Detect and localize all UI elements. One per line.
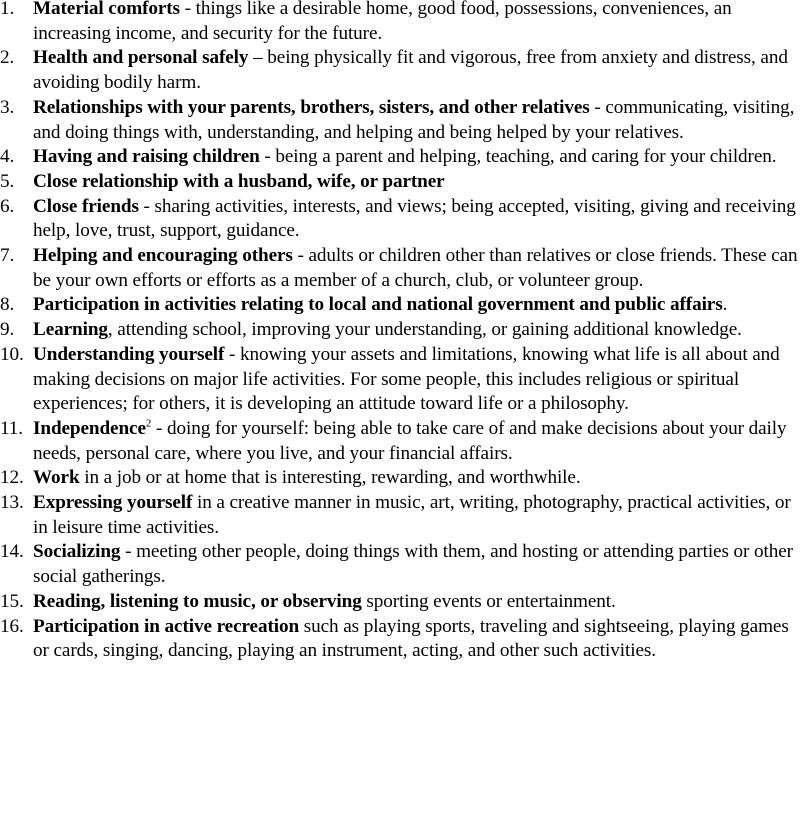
list-item (0, 0, 800, 46)
item-number: 7. (0, 245, 15, 267)
list-item (0, 318, 800, 343)
item-term: Helping and encouraging others (33, 245, 293, 267)
item-description: - sharing activities, interests, and views; being accepted, visiting, giving and receiving help, love, trust, support, guidance. (33, 195, 796, 242)
list-item (0, 244, 800, 293)
item-number: 9. (0, 319, 15, 341)
item-number: 2. (0, 47, 15, 69)
item-term: Independence (33, 417, 146, 439)
item-term: Close relationship with a husband, wife, or partner (33, 170, 445, 192)
item-description: - things like a desirable home, good food, possessions, conveniences, an increasing income, and security for the future. (33, 0, 732, 44)
item-description: - doing for yourself: being able to take care of and make decisions about your daily needs, personal care, where you live, and your financial affairs. (33, 417, 787, 464)
item-description: in a job or at home that is interesting, rewarding, and worthwhile. (79, 467, 581, 489)
item-term: Close friends (33, 195, 139, 217)
item-number: 15. (0, 590, 24, 612)
item-term: Having and raising children (33, 146, 260, 168)
item-number: 14. (0, 541, 24, 563)
item-number: 5. (0, 170, 15, 192)
item-number: 12. (0, 467, 24, 489)
list-item (0, 540, 800, 589)
item-description: - communicating, visiting, and doing things with, understanding, and helping and being helped by your relatives. (33, 96, 795, 143)
item-term: Health and personal safely (33, 47, 249, 69)
item-number: 4. (0, 146, 15, 168)
list-item (0, 417, 800, 466)
item-number: 11. (0, 417, 23, 439)
item-term: Participation in activities relating to local and national government and public affairs (33, 294, 723, 316)
list-item (0, 145, 800, 170)
list-item (0, 96, 800, 145)
list-item (0, 590, 800, 615)
item-number: 6. (0, 195, 15, 217)
item-term: Reading, listening to music, or observing (33, 590, 362, 612)
item-description: - knowing your assets and limitations, knowing what life is all about and making decisions on major life activities. For some people, this includes religious or spiritual experiences; for others, it is developing an attitude toward life or a philosophy. (33, 343, 780, 415)
list-item (0, 343, 800, 417)
item-term: Relationships with your parents, brothers, sisters, and other relatives (33, 96, 590, 118)
item-description: - being a parent and helping, teaching, and caring for your children. (259, 146, 777, 168)
item-description: in a creative manner in music, art, writing, photography, practical activities, or in leisure time activities. (33, 492, 791, 538)
list-item (0, 491, 800, 540)
list-item (0, 615, 800, 664)
item-description: . (722, 294, 728, 316)
item-term: Material comforts (33, 0, 180, 19)
list-item (0, 170, 800, 195)
item-number: 3. (0, 96, 15, 118)
item-term: Learning (33, 319, 108, 341)
item-term: Socializing (33, 541, 121, 563)
item-description: such as playing sports, traveling and sightseeing, playing games or cards, singing, dancing, playing an instrument, acting, and other such activities. (33, 615, 789, 662)
item-description: – being physically fit and vigorous, free from anxiety and distress, and avoiding bodily harm. (33, 47, 788, 94)
item-description: , attending school, improving your understanding, or gaining additional knowledge. (107, 319, 742, 341)
item-number: 1. (0, 0, 15, 19)
item-description: sporting events or entertainment. (361, 590, 616, 612)
list-item (0, 293, 800, 318)
list-item (0, 195, 800, 244)
item-description: - meeting other people, doing things with them, and hosting or attending parties or other social gatherings. (33, 541, 793, 588)
item-description: - adults or children other than relatives or close friends. These can be your own efforts or efforts as a member of a church, club, or volunteer group. (33, 245, 798, 291)
footnote-marker: 2 (145, 417, 152, 430)
item-term: Understanding yourself (33, 343, 225, 365)
item-term: Participation in active recreation (33, 615, 300, 637)
item-term: Expressing yourself (33, 492, 193, 514)
item-term: Work (33, 467, 80, 489)
list-item (0, 466, 800, 491)
item-number: 13. (0, 492, 24, 514)
list-item (0, 46, 800, 95)
item-number: 16. (0, 615, 24, 637)
item-number: 10. (0, 343, 24, 365)
item-number: 8. (0, 294, 15, 316)
